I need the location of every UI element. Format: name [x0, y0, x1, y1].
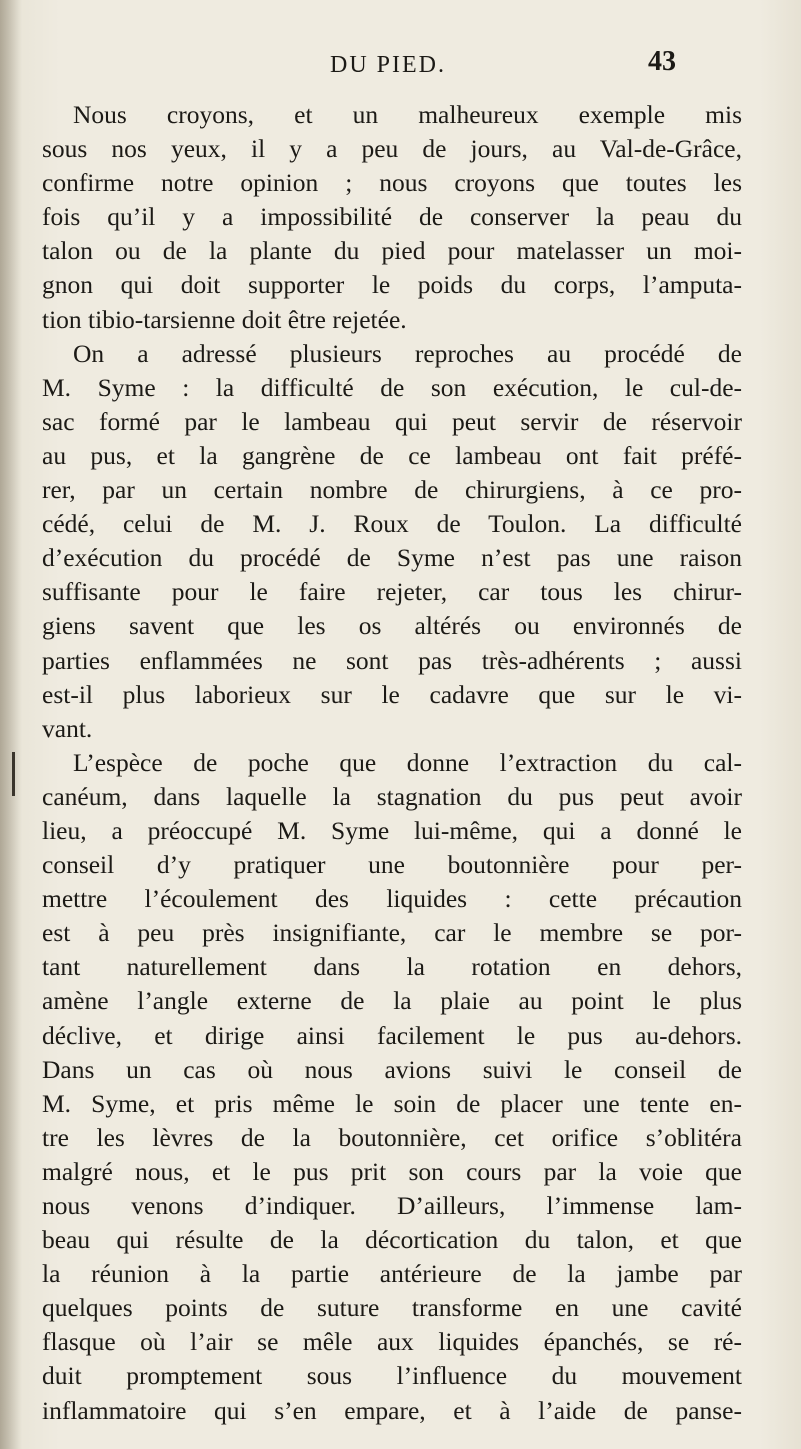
text-line: amène l’angle externe de la plaie au point le plus — [42, 986, 742, 1016]
text-line: sous nos yeux, il y a peu de jours, au Val-de-Grâce, — [42, 134, 742, 164]
text-line: est-il plus laborieux sur le cadavre que sur le vi- — [42, 679, 742, 709]
text-line: suffisante pour le faire rejeter, car tous les chirur- — [42, 577, 742, 607]
body-text — [42, 98, 782, 1428]
text-line: lieu, a préoccupé M. Syme lui-même, qui a donné le — [42, 815, 742, 845]
text-line: conseil d’y pratiquer une boutonnière pour per- — [42, 850, 742, 880]
text-line: sac formé par le lambeau qui peut servir de réservoir — [42, 406, 742, 436]
text-line: au pus, et la gangrène de ce lambeau ont fait préfé- — [42, 440, 742, 470]
text-line: nous venons d’indiquer. D’ailleurs, l’immense lam- — [42, 1191, 742, 1220]
text-line: quelques points de suture transforme en une cavité — [42, 1293, 742, 1323]
text-line: M. Syme, et pris même le soin de placer une tente en- — [42, 1088, 742, 1118]
text-line: tre les lèvres de la boutonnière, cet orifice s’oblitéra — [42, 1122, 742, 1152]
text-line: tion tibio-tarsienne doit être rejetée. — [42, 304, 407, 334]
page-number: 43 — [648, 46, 676, 77]
text-line: Dans un cas où nous avions suivi le conseil de — [42, 1054, 742, 1084]
text-line: L’espèce de poche que donne l’extraction du cal- — [73, 747, 742, 777]
text-line: canéum, dans laquelle la stagnation du pus peut avoir — [42, 781, 742, 811]
text-line: duit promptement sous l’influence du mouvement — [42, 1361, 742, 1391]
gutter-shadow — [0, 0, 22, 1449]
text-line: giens savent que les os altérés ou environnés de — [42, 611, 742, 641]
text-line: inflammatoire qui s’en empare, et à l’aide de panse- — [42, 1395, 742, 1425]
text-line: vant. — [42, 713, 93, 743]
text-line: fois qu’il y a impossibilité de conserver la peau du — [42, 202, 742, 232]
text-line: Nous croyons, et un malheureux exemple mis — [73, 100, 742, 129]
text-line: beau qui résulte de la décortication du talon, et que — [42, 1225, 742, 1255]
running-title: DU PIED. — [330, 52, 446, 78]
text-line: rer, par un certain nombre de chirurgiens, à ce pro- — [42, 475, 742, 505]
text-line: la réunion à la partie antérieure de la jambe par — [42, 1259, 742, 1289]
text-line: cédé, celui de M. J. Roux de Toulon. La difficulté — [42, 509, 742, 539]
text-line: talon ou de la plante du pied pour matelasser un moi- — [42, 236, 742, 266]
text-line: On a adressé plusieurs reproches au procédé de — [73, 338, 742, 368]
text-line: flasque où l’air se mêle aux liquides épanchés, se ré- — [42, 1327, 742, 1357]
text-line: est à peu près insignifiante, car le membre se por- — [42, 918, 742, 948]
text-line: déclive, et dirige ainsi facilement le pus au-dehors. — [42, 1020, 742, 1050]
text-line: tant naturellement dans la rotation en dehors, — [42, 952, 742, 982]
text-line: gnon qui doit supporter le poids du corps, l’amputa- — [42, 270, 742, 300]
text-line: malgré nous, et le pus prit son cours par la voie que — [42, 1156, 742, 1186]
text-line: confirme notre opinion ; nous croyons que toutes les — [42, 168, 742, 198]
margin-mark — [12, 752, 15, 796]
text-line: parties enflammées ne sont pas très-adhérents ; aussi — [42, 645, 742, 675]
running-head — [0, 46, 801, 92]
text-line: d’exécution du procédé de Syme n’est pas une raison — [42, 543, 742, 573]
text-line: mettre l’écoulement des liquides : cette précaution — [42, 884, 742, 914]
text-line: M. Syme : la difficulté de son exécution, le cul-de- — [42, 372, 742, 402]
